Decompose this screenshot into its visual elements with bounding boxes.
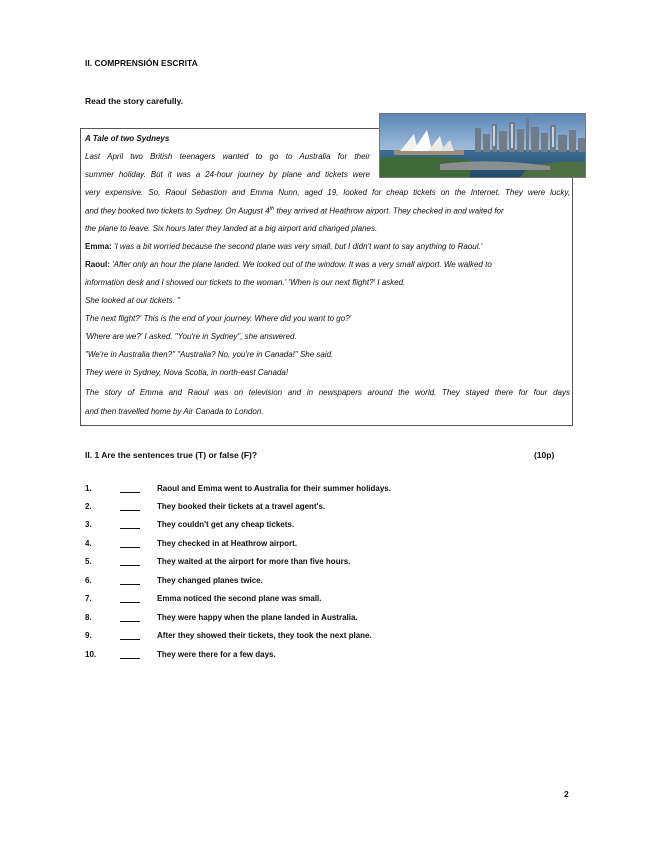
sydney-harbour-photo (379, 113, 586, 178)
answer-blank[interactable] (120, 528, 140, 529)
answer-blank[interactable] (120, 621, 140, 622)
question-text: After they showed their tickets, they took the next plane. (157, 631, 372, 640)
story-line: The story of Emma and Raoul was on television and in newspapers around the world. They stayed there for four days (85, 388, 570, 397)
story-quote: 'After only an hour the plane landed. We looked out of the window. It was a very small airport. We walked to (109, 260, 492, 269)
question-number: 9. (85, 631, 92, 640)
question-number: 6. (85, 576, 92, 585)
story-line-emma (85, 242, 570, 251)
story-line: 'Where are we?' I asked. "You're in Sydney", she answered. (85, 332, 297, 341)
story-line: very expensive. So, Raoul Sebastion and Emma Nunn, aged 19, looked for cheap tickets on the Internet. They were lucky, (85, 188, 570, 197)
answer-blank[interactable] (120, 602, 140, 603)
story-line: Last April two British teenagers wanted to go to Australia for their (85, 152, 370, 161)
answer-blank[interactable] (120, 565, 140, 566)
question-number: 3. (85, 520, 92, 529)
story-line: She looked at our tickets. " (85, 296, 180, 305)
story-text: and they booked two tickets to Sydney. On August 4 (85, 206, 270, 216)
story-line: The next flight?' This is the end of your journey. Where did you want to go?' (85, 314, 352, 323)
story-quote: 'I was a bit worried because the second plane was very small, but I didn't want to say anything to Raoul.' (111, 242, 483, 251)
answer-blank[interactable] (120, 639, 140, 640)
question-number: 10. (85, 650, 97, 659)
story-line: the plane to leave. Six hours later they landed at a big airport and changed planes. (85, 224, 378, 233)
question-number: 7. (85, 594, 92, 603)
question-number: 2. (85, 502, 92, 511)
story-line: and then travelled home by Air Canada to London. (85, 407, 264, 416)
question-text: They couldn't get any cheap tickets. (157, 520, 295, 529)
page-number: 2 (564, 789, 569, 799)
story-line (85, 206, 570, 216)
question-number: 4. (85, 539, 92, 548)
question-text: Raoul and Emma went to Australia for their summer holidays. (157, 484, 391, 493)
question-text: They booked their tickets at a travel agent's. (157, 502, 326, 511)
story-line: They were in Sydney, Nova Scotia, in north-east Canada! (85, 368, 289, 377)
story-text: they arrived at Heathrow airport. They checked in and waited for (274, 206, 504, 216)
answer-blank[interactable] (120, 510, 140, 511)
instruction: Read the story carefully. (85, 96, 184, 106)
question-text: Emma noticed the second plane was small. (157, 594, 322, 603)
story-line-raoul (85, 260, 570, 269)
story-title: A Tale of two Sydneys (85, 134, 170, 143)
answer-blank[interactable] (120, 658, 140, 659)
answer-blank[interactable] (120, 492, 140, 493)
sydney-skyline-image (380, 114, 585, 177)
superscript: th (269, 206, 275, 212)
question-text: They waited at the airport for more than five hours. (157, 557, 351, 566)
answer-blank[interactable] (120, 547, 140, 548)
question-number: 8. (85, 613, 92, 622)
question-text: They were there for a few days. (157, 650, 276, 659)
speaker-emma: Emma: (85, 242, 112, 251)
story-line: summer holiday. But it was a 24-hour journey by plane and tickets were (85, 170, 370, 179)
questions-heading: II. 1 Are the sentences true (T) or false (F)? (85, 450, 258, 460)
questions-points: (10p) (534, 450, 555, 460)
section-title: II. COMPRENSIÓN ESCRITA (85, 58, 198, 68)
question-text: They changed planes twice. (157, 576, 263, 585)
question-text: They were happy when the plane landed in Australia. (157, 613, 358, 622)
question-number: 1. (85, 484, 92, 493)
story-line: "We're in Australia then?" "Australia? No, you're in Canada!" She said. (85, 350, 334, 359)
story-line: information desk and I showed our tickets to the woman.' 'When is our next flight?' I asked. (85, 278, 406, 287)
answer-blank[interactable] (120, 584, 140, 585)
speaker-raoul: Raoul: (85, 260, 110, 269)
question-text: They checked in at Heathrow airport. (157, 539, 298, 548)
question-number: 5. (85, 557, 92, 566)
